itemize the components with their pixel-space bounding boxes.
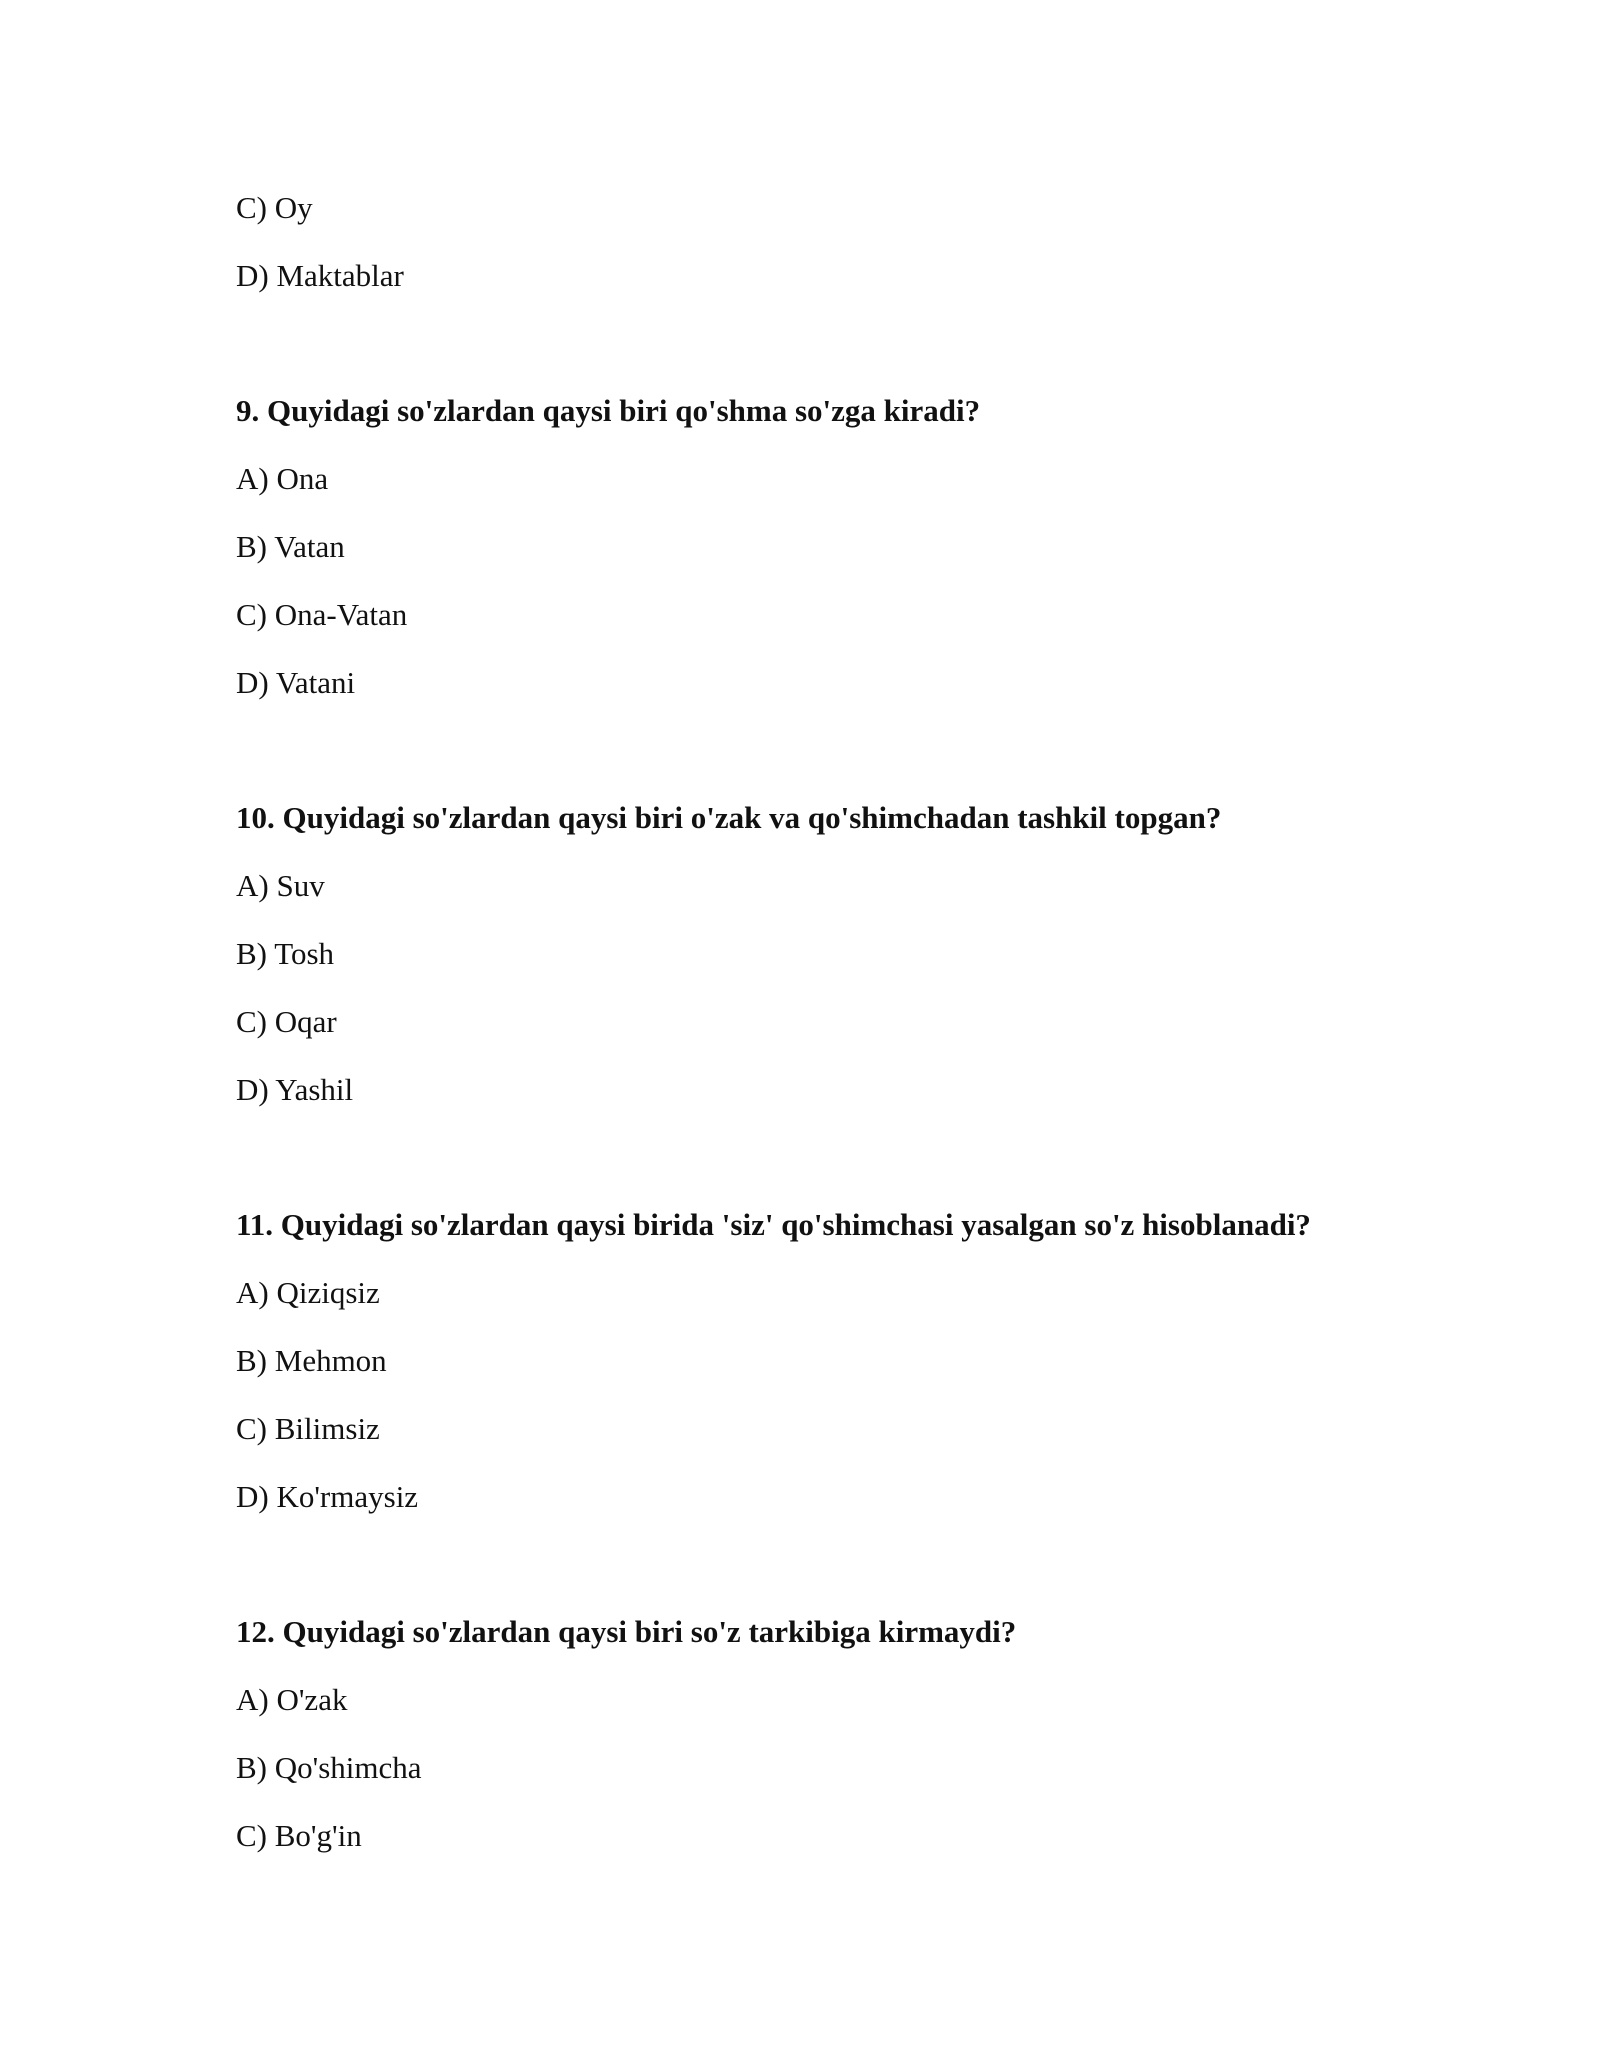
option-b: B) Vatan [236, 529, 345, 564]
option-d: D) Maktablar [236, 258, 404, 293]
option-a: A) O'zak [236, 1682, 348, 1717]
option-a: A) Suv [236, 868, 325, 903]
option-c: C) Oy [236, 190, 313, 225]
option-c: C) Ona-Vatan [236, 597, 408, 632]
option-d: D) Vatani [236, 665, 356, 700]
option-c: C) Oqar [236, 1004, 337, 1039]
question-11: 11. Quyidagi so'zlardan qaysi birida 'siz' qo'shimchasi yasalgan so'z hisoblanadi? [236, 1207, 1311, 1242]
option-c: C) Bilimsiz [236, 1411, 380, 1446]
option-d: D) Yashil [236, 1072, 354, 1107]
option-d: D) Ko'rmaysiz [236, 1479, 419, 1514]
option-b: B) Mehmon [236, 1343, 387, 1378]
question-9: 9. Quyidagi so'zlardan qaysi biri qo'shma so'zga kiradi? [236, 393, 981, 428]
question-12: 12. Quyidagi so'zlardan qaysi biri so'z tarkibiga kirmaydi? [236, 1614, 1017, 1649]
option-b: B) Qo'shimcha [236, 1750, 422, 1785]
option-c: C) Bo'g'in [236, 1818, 362, 1853]
option-a: A) Ona [236, 461, 329, 496]
option-a: A) Qiziqsiz [236, 1275, 380, 1310]
question-10: 10. Quyidagi so'zlardan qaysi biri o'zak va qo'shimchadan tashkil topgan? [236, 800, 1222, 835]
option-b: B) Tosh [236, 936, 335, 971]
